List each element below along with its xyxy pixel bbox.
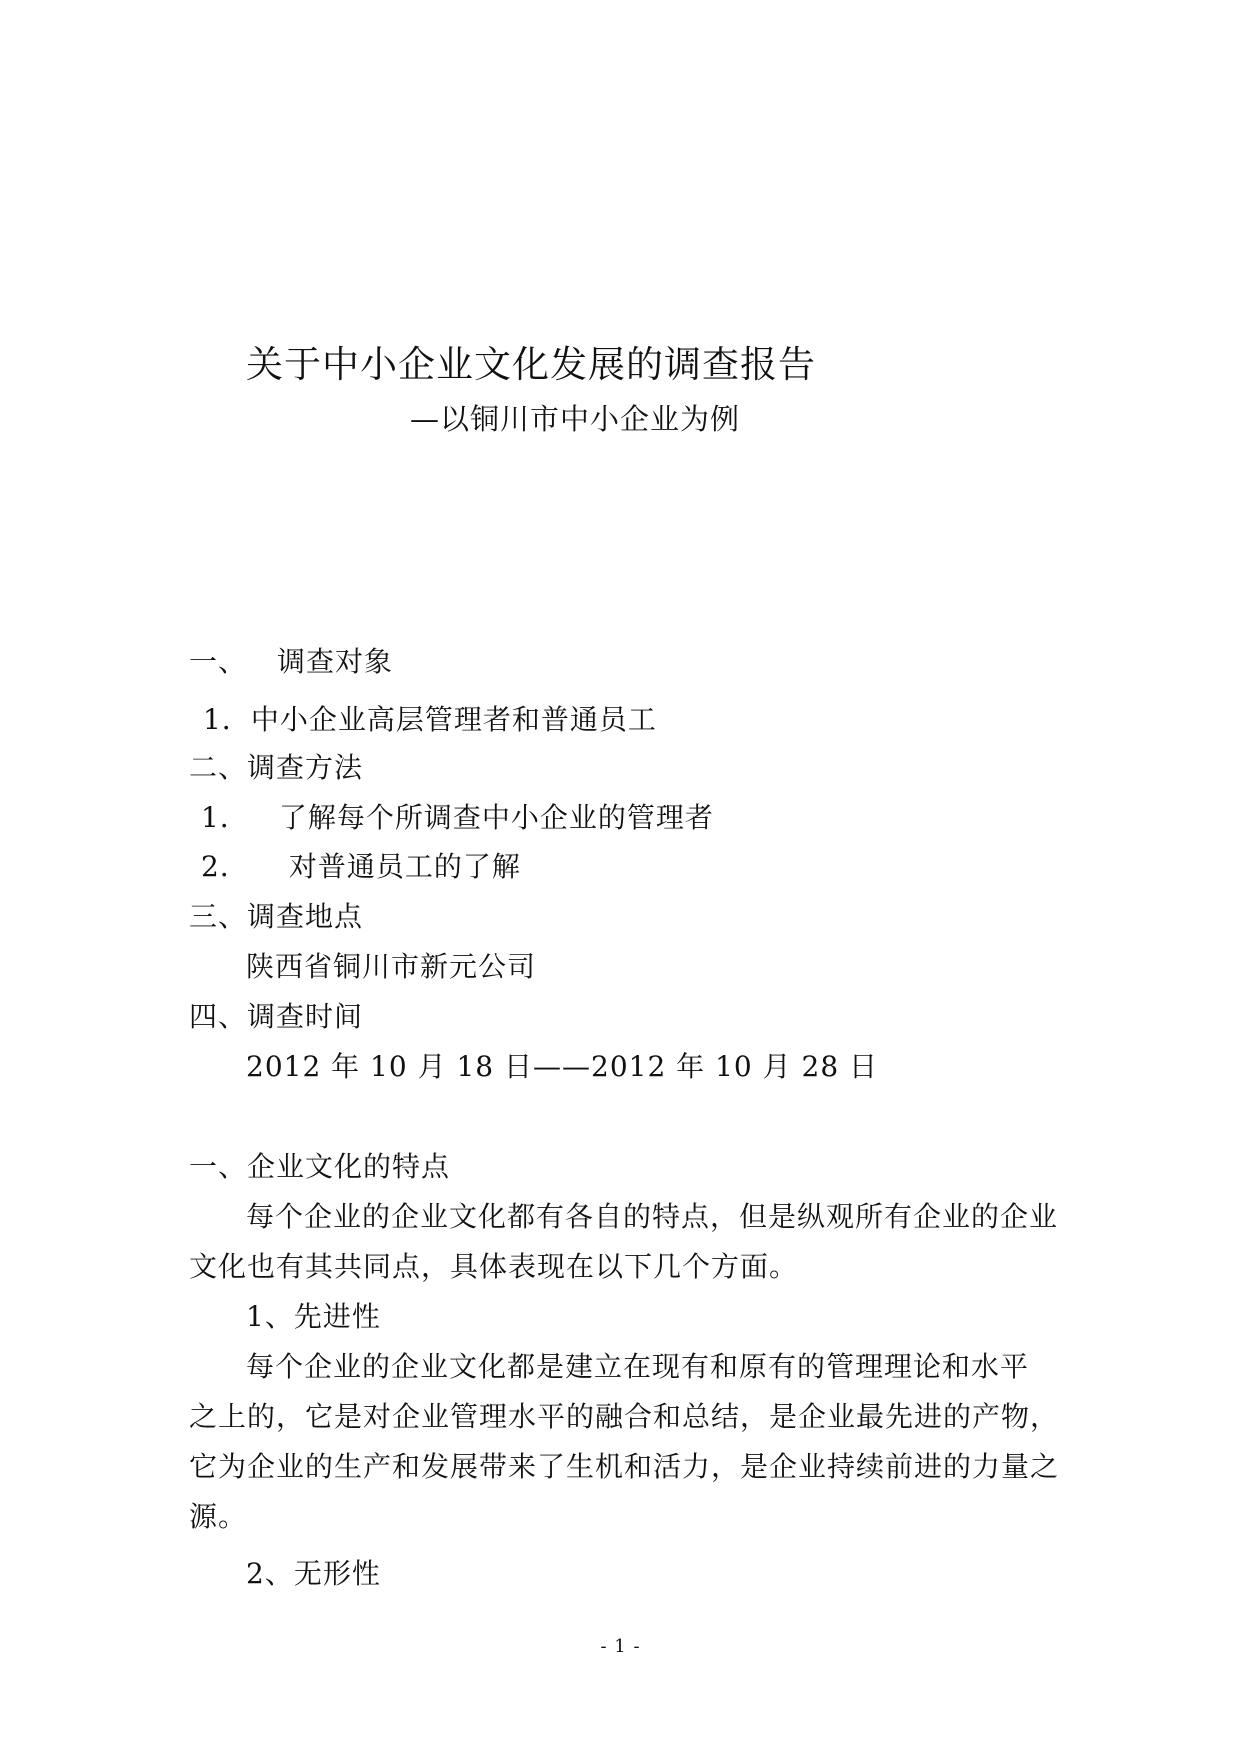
- outline-item-4: [189, 1000, 364, 1033]
- outline-text: 调查时间: [247, 1000, 364, 1033]
- report-subtitle: —以铜川市中小企业为例: [410, 402, 741, 436]
- outline-item-4-detail: [246, 1050, 879, 1083]
- outline-item-3: [189, 900, 364, 933]
- subheading: 2、无形性: [246, 1557, 381, 1590]
- paragraph-line: 之上的，它是对企业管理水平的融合和总结，是企业最先进的产物，: [189, 1400, 1060, 1433]
- outline-item-3-detail: [246, 950, 537, 983]
- outline-number: 三、: [189, 900, 248, 933]
- paragraph-line: 每个企业的企业文化都有各自的特点，但是纵观所有企业的企业: [246, 1200, 1059, 1233]
- outline-item-2-1: [201, 801, 714, 834]
- body-heading: 一、企业文化的特点: [189, 1150, 451, 1183]
- outline-number: 2．: [201, 850, 249, 883]
- report-title: 关于中小企业文化发展的调查报告: [246, 343, 816, 386]
- page-number: - 1 -: [600, 1636, 641, 1657]
- outline-number: 一、: [189, 645, 248, 678]
- outline-number: 四、: [189, 1000, 248, 1033]
- paragraph-line: 它为企业的生产和发展带来了生机和活力，是企业持续前进的力量之: [189, 1450, 1060, 1483]
- outline-text: 陕西省铜川市新元公司: [246, 950, 537, 983]
- outline-number: 1．: [203, 703, 251, 736]
- outline-number: 1．: [201, 801, 249, 834]
- outline-text: 2012 年 10 月 18 日——2012 年 10 月 28 日: [246, 1050, 879, 1083]
- outline-item-1-1: [203, 703, 657, 736]
- subheading: 1、先进性: [246, 1300, 381, 1333]
- outline-item-2-2: [201, 850, 521, 883]
- paragraph-line: 文化也有其共同点，具体表现在以下几个方面。: [189, 1250, 799, 1283]
- outline-item-1: [189, 645, 394, 678]
- outline-text: 了解每个所调查中小企业的管理者: [278, 801, 714, 834]
- outline-text: 中小企业高层管理者和普通员工: [250, 703, 657, 736]
- outline-text: 调查对象: [277, 645, 394, 678]
- outline-text: 对普通员工的了解: [288, 850, 521, 883]
- outline-text: 调查地点: [247, 900, 364, 933]
- outline-number: 二、: [189, 751, 248, 784]
- paragraph-line: 每个企业的企业文化都是建立在现有和原有的管理理论和水平: [246, 1350, 1030, 1383]
- outline-text: 调查方法: [247, 751, 364, 784]
- paragraph-line: 源。: [189, 1500, 248, 1533]
- outline-item-2: [189, 751, 364, 784]
